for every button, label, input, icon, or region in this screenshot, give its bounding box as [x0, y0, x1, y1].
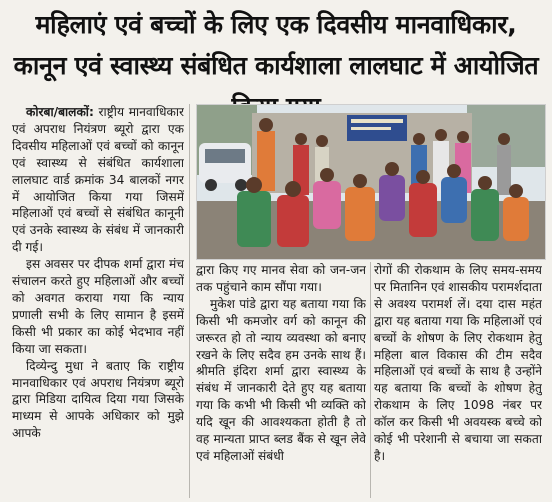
- paragraph-4: द्वारा किए गए मानव सेवा को जन-जन तक पहुंचाने काम सौंपा गया।: [196, 263, 366, 294]
- paragraph-3: दिव्येन्दु मुधा ने बताए कि राष्ट्रीय मानवाधिकार एवं अपराध नियंत्रण ब्यूरो द्वारा मिडिया दायित्व दिया गया जिसके माध्यम से आपके अधिकार को मुझे आपके: [12, 358, 184, 441]
- article-column-3: [374, 262, 542, 498]
- column-divider: [189, 104, 190, 498]
- paragraph-2: इस अवसर पर दीपक शर्मा द्वारा मंच संचालन करते हुए महिलाओं और बच्चों को अवगत कराया गया कि न्याय प्रणाली सभी के लिए सामान है इसमें किसी भी प्रकार का कोई भेदभाव नहीं किया जा सकता।: [12, 257, 184, 356]
- article-column-2: [196, 262, 366, 498]
- column-divider-2: [370, 262, 371, 498]
- paragraph-5: मुकेश पांडे द्वारा यह बताया गया कि किसी भी कमजोर वर्ग को कानून की जरूरत हो तो न्याय व्यवस्था को बनाए रखने के लिए सदैव हम उनके साथ हैं। श्रीमति इंदिरा शर्मा द्वारा स्वास्थ्य के संबंध में जानकारी देते हुए यह बताया गया कि कभी भी किसी भी व्यक्ति को यदि खून की आवश्यकता होती है तो वह मान्यता प्राप्त ब्लड बैंक से खून लेवे एवं महिलाओं संबंधी: [196, 296, 366, 463]
- paragraph-1-text: राष्ट्रीय मानवाधिकार एवं अपराध नियंत्रण ब्यूरो द्वारा एक दिवसीय महिलाओं एवं बच्चों को कानून एवं स्वास्थ्य से संबंधित कार्यशाला लालघाट वार्ड क्रमांक 34 बालकों नगर में आयोजित किया गया जिसमें महिलाओं एवं बच्चों से संबंधित कानूनी एवं उनके स्वास्थ्य के संबंध में जानकारी दी गई।: [12, 105, 184, 255]
- group-photo-illustration: [197, 105, 545, 259]
- dateline: कोरबा/बालकों:: [26, 105, 94, 119]
- news-photo: [196, 104, 546, 260]
- article-headline: महिलाएं एवं बच्चों के लिए एक दिवसीय मानवाधिकार, कानून एवं स्वास्थ्य संबंधित कार्यशाला लालघाट में आयोजित: [13, 10, 539, 80]
- paragraph-1: [12, 104, 184, 256]
- article-column-1: [12, 104, 184, 500]
- paragraph-6: रोगों की रोकथाम के लिए समय-समय पर मितानिन एवं शासकीय परामर्शदाता से अवश्य परामर्श लें। दया दास महंत द्वारा यह बताया गया कि महिलाओं एवं बच्चों के शोषण के लिए रोकथाम हेतु महिला बाल विकास की टीम सदैव महिलाओं एवं बच्चों के साथ है उन्होंने यह बताया कि बच्चों के शोषण हेतु रोकथाम के लिए 1098 नंबर पर कॉल कर किसी भी अवयस्क बच्चे को कोई भी परेशानी से बचाया जा सकता है।: [374, 263, 542, 463]
